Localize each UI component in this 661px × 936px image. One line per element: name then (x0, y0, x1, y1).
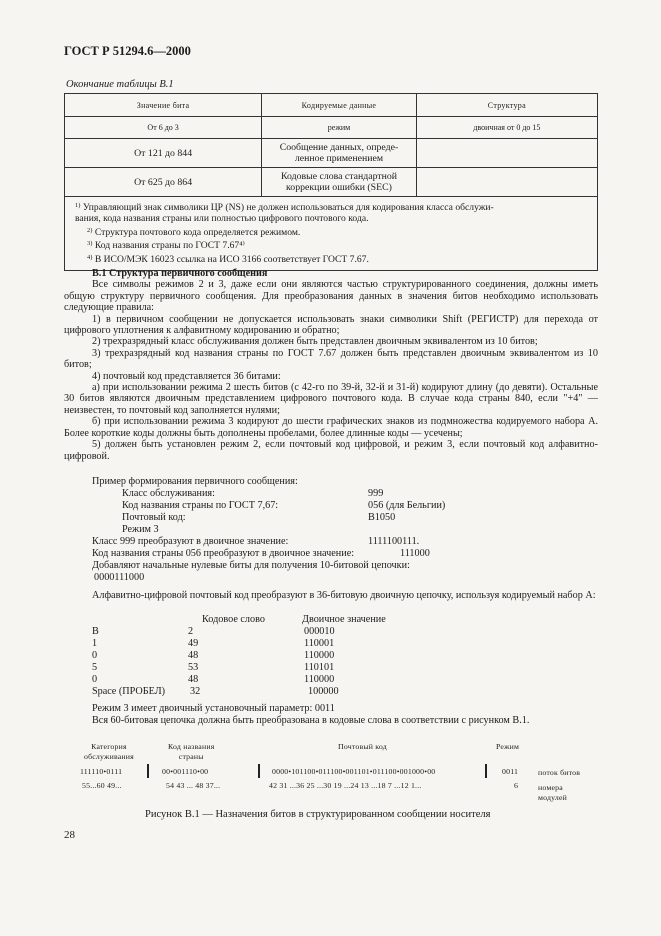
example-value: 999 (368, 488, 384, 499)
table-cell (416, 168, 597, 197)
module-numbers: 54 43 ... 48 37... (166, 781, 221, 790)
code-word: 2 (188, 626, 194, 637)
example-label: Код названия страны по ГОСТ 7,67: (122, 500, 279, 511)
code-binary: 110000 (304, 674, 335, 685)
footnote: $^{4)}$ В ИСО/МЭК 16023 ссылка на ИСО 3166 соответствует ГОСТ 7.67. (87, 253, 369, 265)
table-header-cell: Значение бита (65, 94, 262, 117)
table-footnotes (65, 197, 598, 271)
table-cell: От 6 до 3 (65, 117, 262, 139)
paragraph: 2) трехразрядный класс обслуживания должен быть представлен двоичным эквивалентом из 10 битов; (92, 336, 538, 348)
example-label: Класс обслуживания: (122, 488, 215, 499)
example-value: 056 (для Бельгии) (368, 500, 446, 511)
footnote: вания, кода названия страны или полностью цифрового почтового кода. (75, 213, 369, 225)
table-header-cell: Кодируемые данные (262, 94, 417, 117)
figure-caption: Рисунок В.1 — Назначения битов в структурированном сообщении носителя (145, 809, 491, 820)
paragraph: б) при использовании режима 3 кодируют до шести графических знаков из подмножества кодируемого набора А. Более короткие коды должны быть дополнены пробелами, более длинные коды — усечены; (64, 416, 598, 439)
conversion-value: 1111100111. (368, 536, 420, 547)
bit-stream-segment: 00•001110•00 (162, 767, 209, 776)
code-word: 48 (188, 674, 199, 685)
conversion-label: Добавляют начальные нулевые биты для получения 10-битовой цепочки: (92, 560, 410, 571)
final-line: Вся 60-битовая цепочка должна быть преобразована в кодовые слова в соответствии с рисунком В.1. (92, 715, 530, 726)
table-cell: режим (262, 117, 417, 139)
table-cell: Сообщение данных, опреде- ленное применением (262, 139, 417, 168)
segment-divider (258, 764, 260, 778)
paragraph: Все символы режимов 2 и 3, даже если они являются частью структурированного соединения, должны иметь общую структуру первичного сообщения. Для преобразования данных в значения битов необходимо использовать следующие правила: (64, 279, 598, 314)
table-cell: От 625 до 864 (65, 168, 262, 197)
table-caption: Окончание таблицы В.1 (66, 79, 174, 90)
code-char: Space (ПРОБЕЛ) (92, 686, 166, 697)
table-cell: двоичная от 0 до 15 (416, 117, 597, 139)
paragraph: Алфавитно-цифровой почтовый код преобразуют в 36-битовую двоичную цепочку, используя кодируемый набор А: (92, 590, 596, 601)
figure-col-label: Код названия страны (168, 742, 215, 761)
code-binary: 110101 (304, 662, 335, 673)
section-title: В.1 Структура первичного сообщения (92, 268, 268, 279)
module-numbers: 42 31 ...36 25 ...30 19 ...24 13 ...18 7 ...12 1... (269, 781, 422, 790)
example-value: B1050 (368, 512, 396, 523)
page-number: 28 (64, 829, 75, 841)
footnote: $^{2)}$ Структура почтового кода определяется режимом. (87, 226, 301, 238)
conversion-label: Класс 999 преобразуют в двоичное значение: (92, 536, 289, 547)
code-char: 5 (92, 662, 98, 673)
code-header: Кодовое слово (202, 614, 265, 625)
figure-col-label: Почтовый код (338, 742, 387, 751)
example-intro: Пример формирования первичного сообщения: (92, 476, 298, 487)
bit-stream-segment: 111110•0111 (80, 767, 123, 776)
code-word: 32 (190, 686, 201, 697)
module-numbers-label: номера модулей (538, 783, 568, 802)
code-binary: 110001 (304, 638, 335, 649)
paragraph: 4) почтовый код представляется 36 битами: (92, 370, 281, 382)
conversion-value: 111000 (400, 548, 430, 559)
table-cell: От 121 до 844 (65, 139, 262, 168)
bit-stream-label: поток битов (538, 768, 581, 777)
conversion-value: 0000111000 (94, 572, 145, 583)
footnote: $^{3)}$ Код названия страны по ГОСТ 7.67⁴⁾ (87, 240, 245, 252)
module-numbers: 55...60 49... (82, 781, 122, 790)
segment-divider (147, 764, 149, 778)
example-label: Режим 3 (122, 524, 159, 535)
conversion-label: Код названия страны 056 преобразуют в двоичное значение: (92, 548, 355, 559)
table-row (65, 139, 598, 168)
document-header: ГОСТ Р 51294.6—2000 (64, 44, 191, 58)
paragraph: а) при использовании режима 2 шесть битов (с 42-го по 39-й, 32-й и 31-й) кодируют длину (до девяти). Остальные 30 битов являются двоичным представлением цифрового почтового кода. В случае кода страны 840, если "+4" — неизвестен, то почтовый код заполняется нулями; (64, 382, 598, 416)
code-word: 49 (188, 638, 199, 649)
code-binary: 100000 (308, 686, 339, 697)
section-body (64, 268, 598, 462)
paragraph: 3) трехразрядный код названия страны по ГОСТ 7.67 должен быть представлен двоичным эквивалентом из 10 битов; (64, 347, 598, 371)
code-char: B (92, 626, 99, 637)
footnote: $^{1)}$ Управляющий знак символики ЦР (NS) не должен использоваться для кодирования класса обслужи- (75, 202, 494, 213)
code-binary: 000010 (304, 626, 335, 637)
code-word: 48 (188, 650, 199, 661)
figure-col-label: Категория обслуживания (84, 742, 134, 761)
paragraph: 5) должен быть установлен режим 2, если почтовый код цифровой, и режим 3, если почтовый код алфавитно-цифровой. (64, 439, 598, 462)
bit-stream-segment: 0000•101100•011100•001101•011100•001000•00 (272, 767, 436, 776)
bit-stream-segment: 0011 (502, 767, 519, 776)
code-char: 1 (92, 638, 98, 649)
mode-line: Режим 3 имеет двоичный установочный параметр: 0011 (92, 703, 335, 714)
code-binary: 110000 (304, 650, 335, 661)
module-numbers: 6 (514, 781, 519, 790)
code-char: 0 (92, 674, 98, 685)
table-header-row (65, 94, 598, 117)
table-row (65, 168, 598, 197)
bit-table (64, 93, 598, 271)
code-word: 53 (188, 662, 199, 673)
segment-divider (485, 764, 487, 778)
example-label: Почтовый код: (122, 512, 186, 523)
table-header-cell: Структура (416, 94, 597, 117)
code-char: 0 (92, 650, 98, 661)
paragraph: 1) в первичном сообщении не допускается использовать знаки символики Shift (РЕГИСТР) для перехода от цифрового уплотнения к алфавитному кодированию и обратно; (64, 313, 598, 337)
table-row (65, 117, 598, 139)
code-header: Двоичное значение (302, 614, 386, 625)
alpha-paragraph (64, 590, 598, 601)
figure-col-label: Режим (496, 742, 520, 751)
table-cell: Кодовые слова стандартной коррекции ошибки (SEC) (262, 168, 417, 197)
table-footnotes-row (65, 197, 598, 271)
table-cell (416, 139, 597, 168)
